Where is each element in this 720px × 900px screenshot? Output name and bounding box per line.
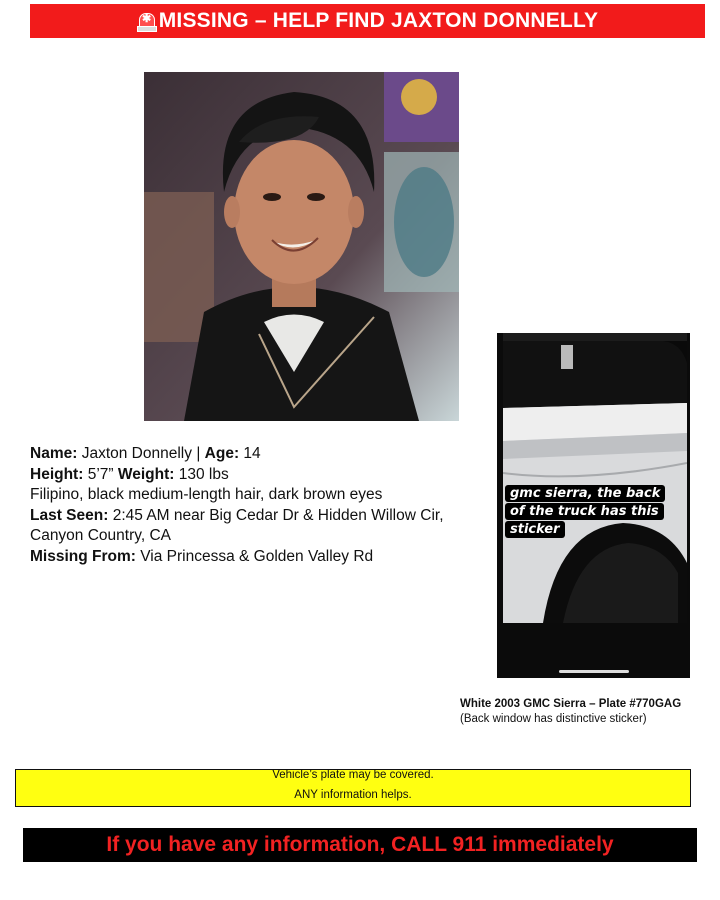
person-age: 14: [243, 445, 261, 462]
last-seen-line-2: Canyon Country, CA: [30, 527, 171, 544]
height-weight-line: [30, 465, 490, 486]
name-age-line: [30, 444, 490, 465]
header-banner: [30, 4, 705, 38]
vehicle-photo: [497, 333, 690, 678]
person-name: Jaxton Donnelly: [81, 445, 192, 462]
last-seen-label: Last Seen:: [30, 506, 109, 524]
missing-from-line: [30, 547, 490, 568]
call-to-action-banner: [23, 828, 697, 862]
last-seen-value: 2:45 AM near Big Cedar Dr & Hidden Willow Cir,: [112, 506, 444, 524]
description-line: Filipino, black medium-length hair, dark brown eyes: [30, 486, 383, 503]
missing-from-label: Missing From:: [30, 547, 136, 565]
vehicle-note: (Back window has distinctive sticker): [460, 713, 647, 725]
age-label: Age:: [204, 445, 240, 462]
notice-line-1: Vehicle’s plate may be covered.: [272, 769, 434, 781]
weight-label: Weight:: [117, 465, 175, 483]
height-label: Height:: [30, 465, 84, 483]
notice-line-2: ANY information helps.: [294, 789, 412, 801]
name-label: Name:: [30, 445, 78, 462]
person-weight: 130 lbs: [178, 465, 229, 483]
siren-icon: ✱: [137, 12, 155, 31]
last-seen-line: [30, 506, 490, 527]
notice-box: [15, 769, 691, 807]
truck-image: [503, 333, 687, 623]
person-height: 5’7”: [87, 465, 114, 483]
story-caption-line: of the truck has this: [505, 503, 664, 520]
home-indicator: [559, 670, 629, 673]
call-to-action-text: If you have any information, CALL 911 immediately: [106, 833, 614, 856]
vehicle-caption: [460, 697, 715, 727]
person-details: [30, 444, 490, 567]
story-caption-line: sticker: [505, 521, 565, 538]
missing-from-value: Via Princessa & Golden Valley Rd: [140, 547, 374, 565]
story-caption-line: gmc sierra, the back: [505, 485, 665, 502]
missing-person-photo: [144, 72, 459, 421]
separator: |: [196, 445, 201, 462]
header-title: MISSING – HELP FIND JAXTON DONNELLY: [158, 9, 599, 32]
vehicle-title: White 2003 GMC Sierra – Plate #770GAG: [460, 698, 682, 710]
story-caption: [505, 485, 680, 539]
